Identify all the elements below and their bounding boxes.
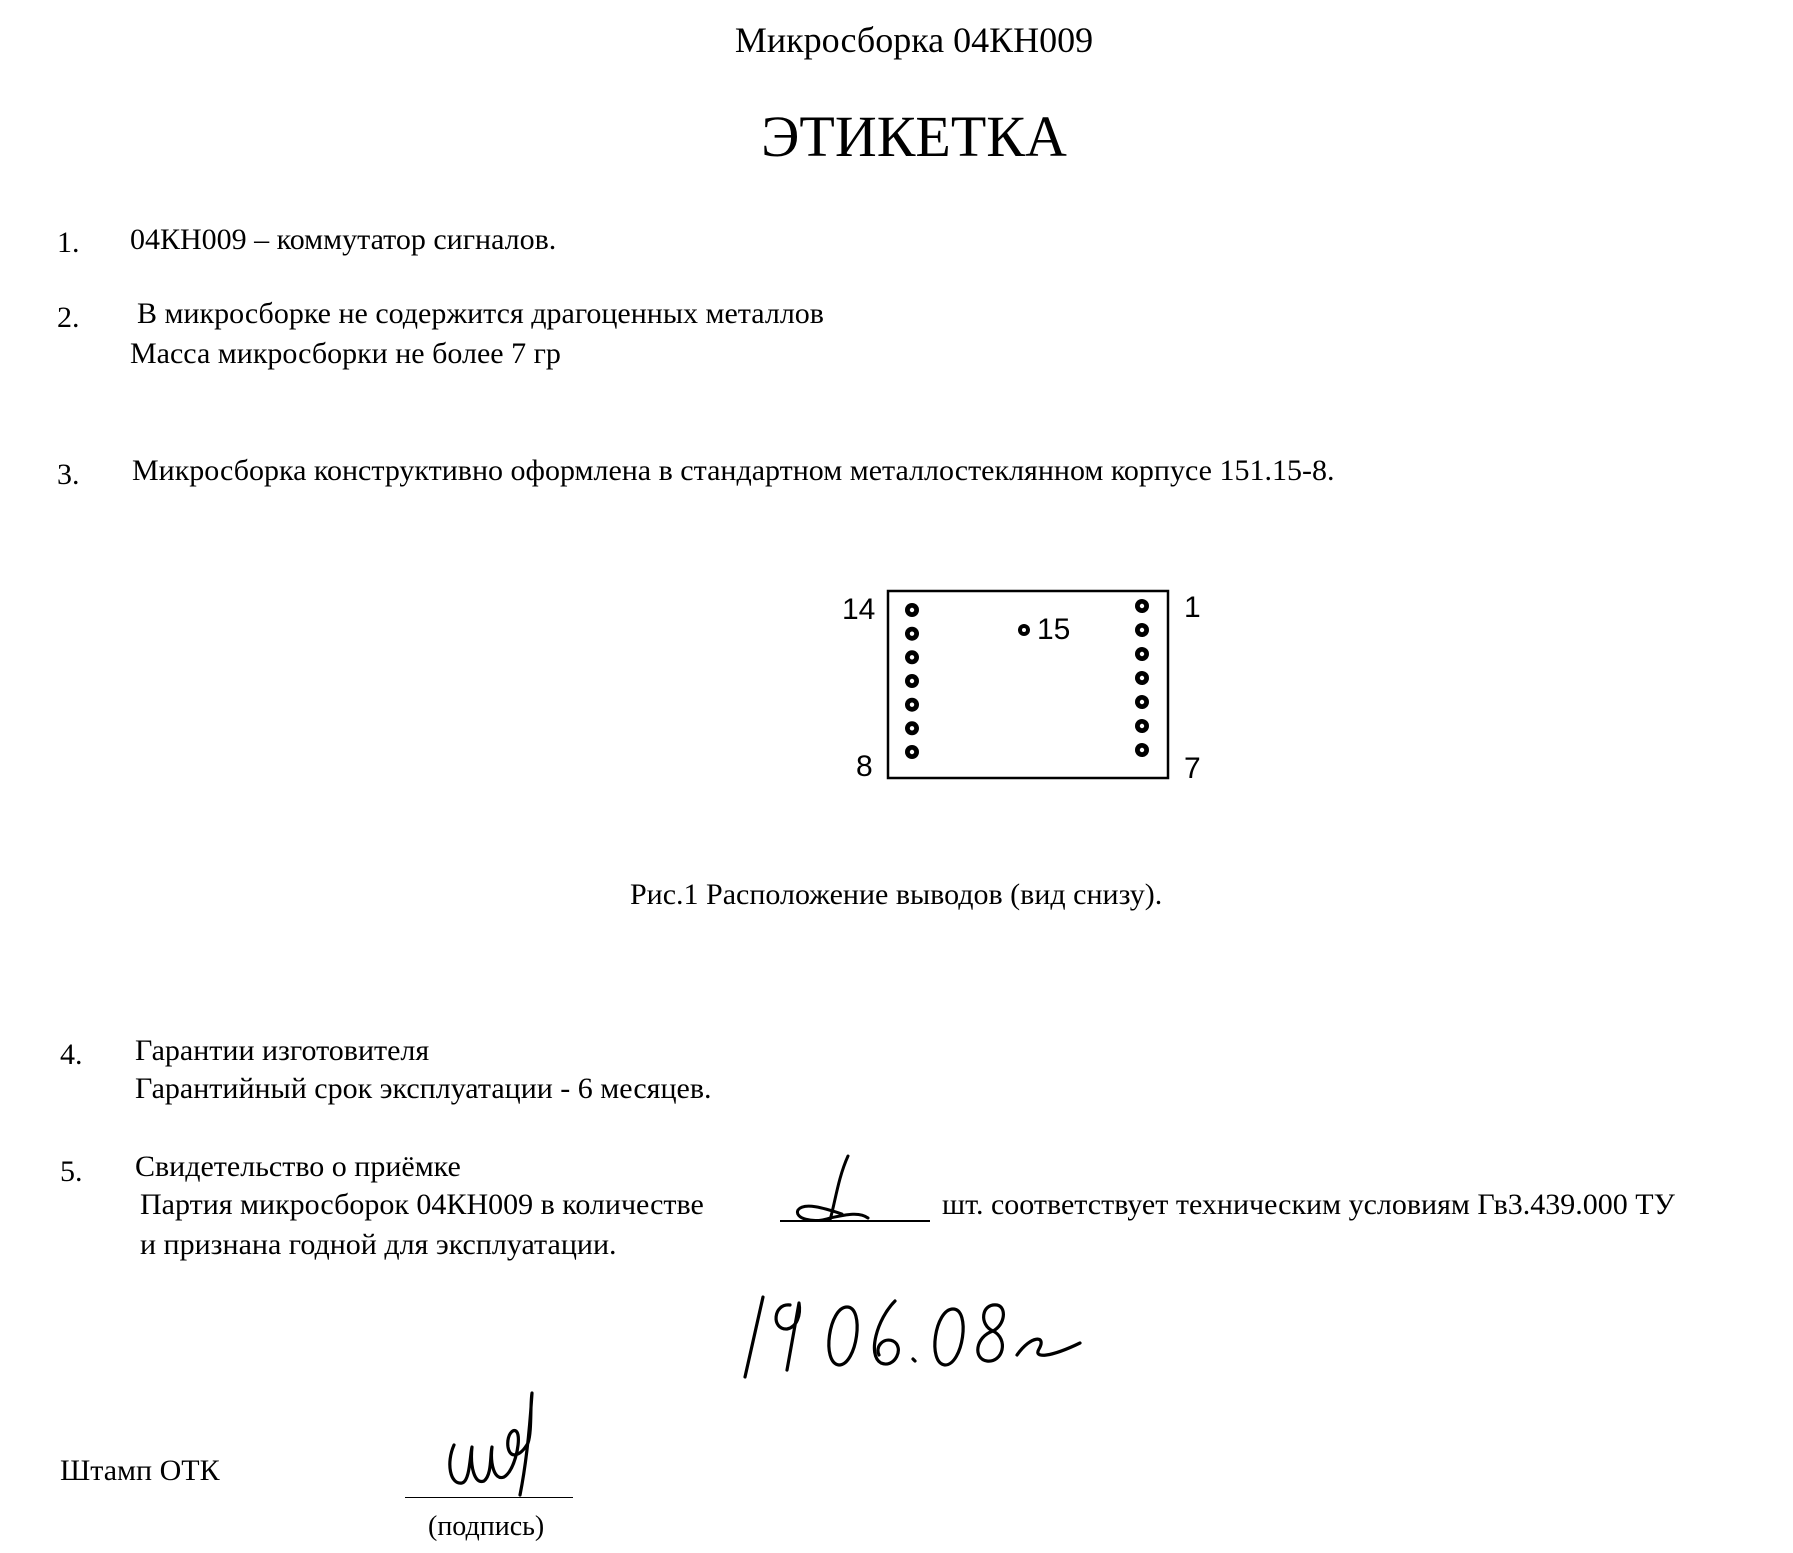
pin-column-right	[1135, 599, 1149, 757]
item-2-line-1: В микросборке не содержится драгоценных металлов	[137, 297, 824, 330]
pin-label-8: 8	[856, 750, 873, 783]
document-subtitle: Микросборка 04КН009	[734, 20, 1094, 60]
pin-label-1: 1	[1184, 591, 1201, 624]
acceptance-line-after: шт. соответствует техническим условиям Гв3.439.000 ТУ	[942, 1188, 1675, 1221]
item-4-number: 4.	[60, 1038, 83, 1071]
pin-label-14: 14	[842, 593, 876, 626]
pin-hole-8	[910, 750, 914, 754]
figure-caption: Рис.1 Расположение выводов (вид снизу).	[630, 878, 1163, 911]
pin-hole-13	[910, 632, 914, 636]
signature-caption: (подпись)	[428, 1511, 545, 1542]
item-5-line-1: Свидетельство о приёмке	[135, 1150, 461, 1183]
pin-label-7: 7	[1184, 752, 1201, 785]
handwritten-date	[735, 1285, 1095, 1395]
signature	[440, 1385, 560, 1505]
pin-hole-5	[1140, 700, 1144, 704]
pin-hole-2	[1140, 628, 1144, 632]
pin-hole-7	[1140, 748, 1144, 752]
signature-line	[405, 1497, 573, 1498]
item-1-number: 1.	[57, 226, 80, 259]
item-1-text: 04КН009 – коммутатор сигналов.	[130, 223, 557, 256]
pin-hole-14	[910, 608, 914, 612]
item-3-text: Микросборка конструктивно оформлена в стандартном металлостеклянном корпусе 151.15-8.	[132, 454, 1335, 487]
handwritten-quantity	[790, 1148, 890, 1223]
pin-hole-10	[910, 703, 914, 707]
pin-label-15: 15	[1037, 613, 1071, 646]
pin-hole-1	[1140, 604, 1144, 608]
item-5-number: 5.	[60, 1155, 83, 1188]
pin-hole-3	[1140, 652, 1144, 656]
item-2-line-2: Масса микросборки не более 7 гр	[130, 337, 561, 370]
item-4-line-2: Гарантийный срок эксплуатации - 6 месяцев.	[135, 1072, 712, 1105]
pin-column-left	[905, 603, 919, 759]
otk-stamp-label: Штамп ОТК	[60, 1454, 220, 1487]
document-title: ЭТИКЕТКА	[761, 104, 1067, 169]
acceptance-line-2: и признана годной для эксплуатации.	[140, 1228, 617, 1261]
item-4-line-1: Гарантии изготовителя	[135, 1034, 430, 1067]
pin-hole-12	[910, 655, 914, 659]
pin-hole-11	[910, 679, 914, 683]
pin-hole-4	[1140, 676, 1144, 680]
pin-hole-6	[1140, 724, 1144, 728]
acceptance-line-before: Партия микросборок 04КН009 в количестве	[140, 1188, 704, 1221]
item-3-number: 3.	[57, 458, 80, 491]
pin-hole-9	[910, 726, 914, 730]
item-2-number: 2.	[57, 301, 80, 334]
